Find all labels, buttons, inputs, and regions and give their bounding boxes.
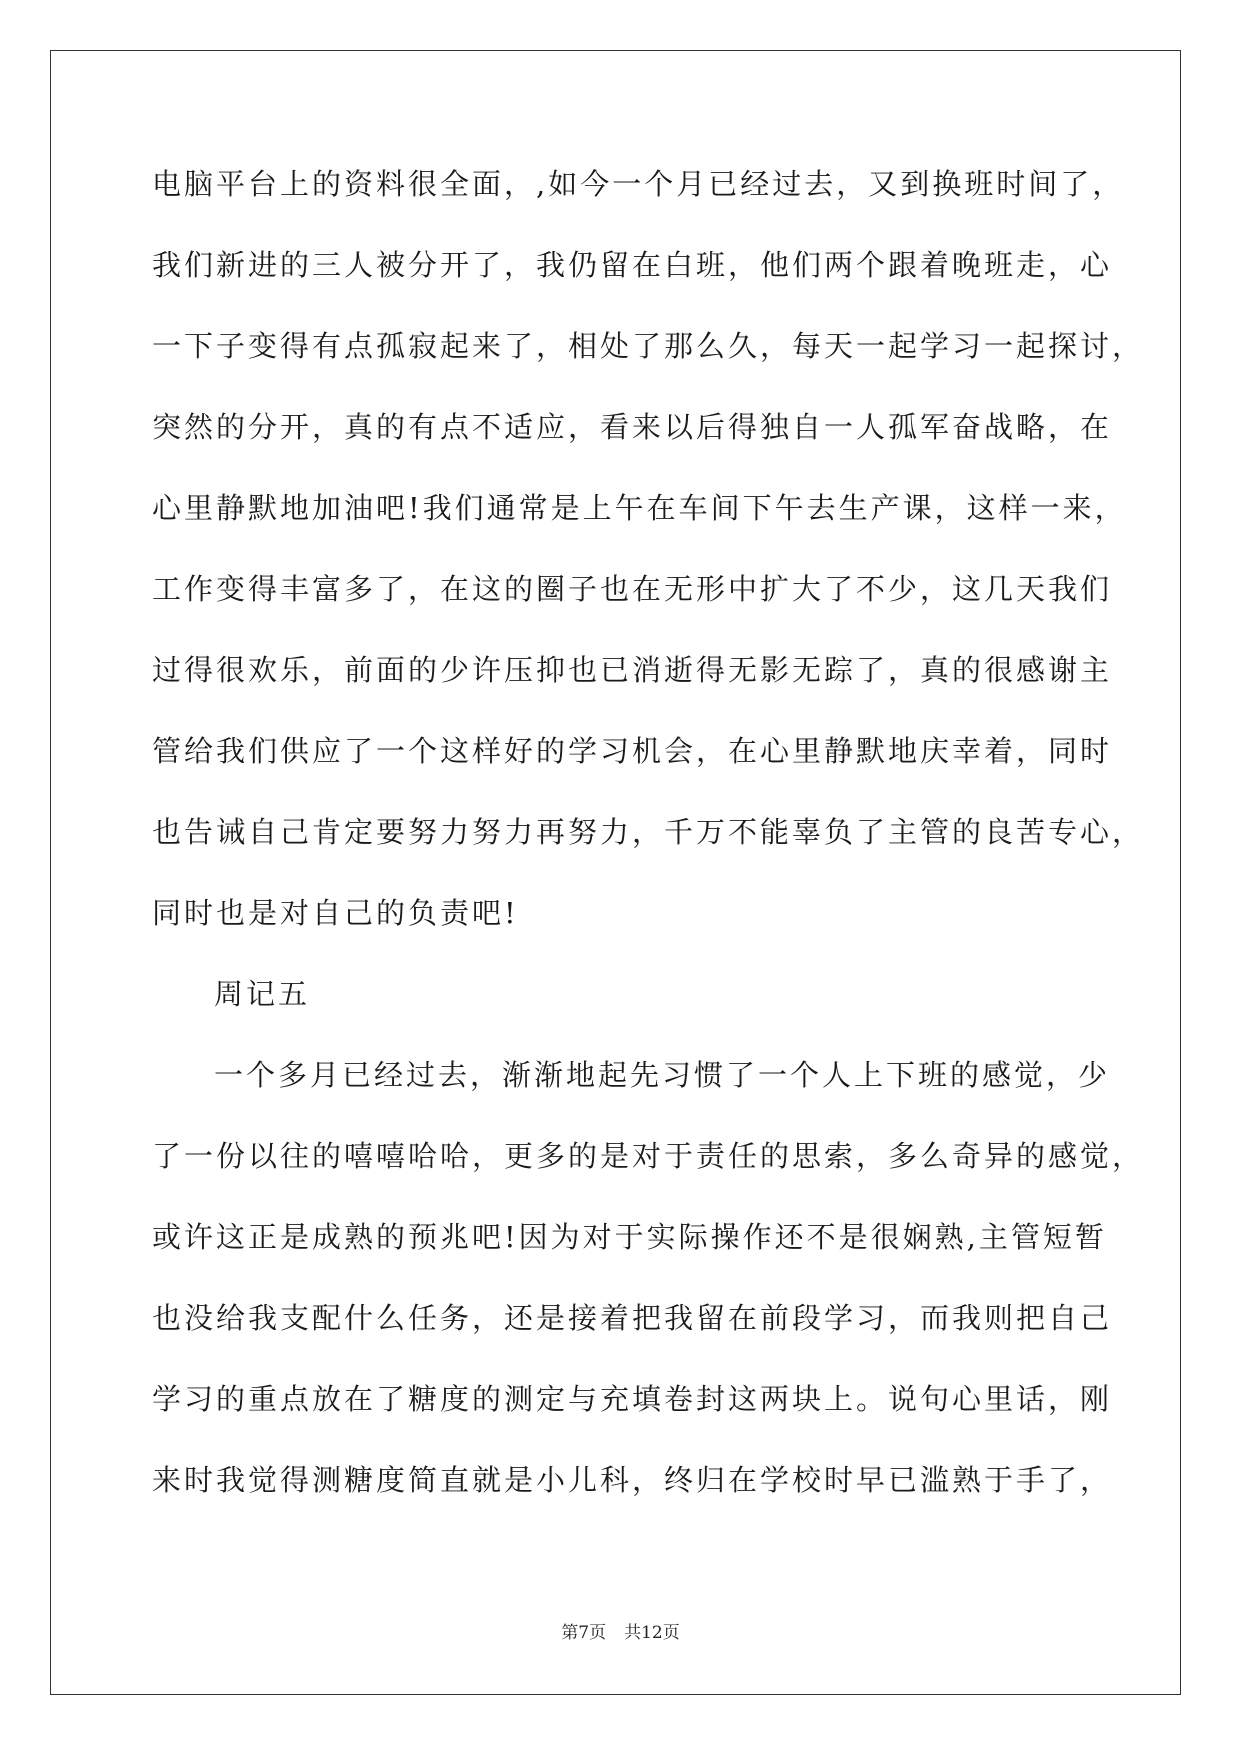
text-line: 一个多月已经过去，渐渐地起先习惯了一个人上下班的感觉，少 (214, 1058, 1111, 1092)
text-line: 也告诫自己肯定要努力努力再努力，千万不能辜负了主管的良苦专心， (152, 815, 1145, 849)
text-line: 突然的分开，真的有点不适应，看来以后得独自一人孤军奋战略，在 (152, 410, 1113, 444)
page-number-total: 共12页 (624, 1623, 680, 1643)
text-line: 过得很欢乐，前面的少许压抑也已消逝得无影无踪了，真的很感谢主 (152, 653, 1113, 687)
text-line: 同时也是对自己的负责吧! (152, 896, 519, 930)
section-heading: 周记五 (214, 977, 311, 1011)
text-line: 来时我觉得测糖度简直就是小儿科，终归在学校时早已滥熟于手了， (152, 1463, 1113, 1497)
page-footer (0, 1618, 1241, 1643)
text-line: 心里静默地加油吧!我们通常是上午在车间下午去生产课，这样一来， (152, 491, 1127, 525)
page-number-current: 第7页 (561, 1623, 607, 1643)
text-line: 电脑平台上的资料很全面，,如今一个月已经过去，又到换班时间了， (152, 167, 1125, 201)
text-line: 一下子变得有点孤寂起来了，相处了那么久，每天一起学习一起探讨， (152, 329, 1145, 363)
text-line: 我们新进的三人被分开了，我仍留在白班，他们两个跟着晚班走，心 (152, 248, 1113, 282)
text-line: 学习的重点放在了糖度的测定与充填卷封这两块上。说句心里话，刚 (152, 1382, 1113, 1416)
document-body (152, 160, 1145, 1537)
text-line: 了一份以往的嘻嘻哈哈，更多的是对于责任的思索，多么奇异的感觉， (152, 1139, 1145, 1173)
text-line: 工作变得丰富多了，在这的圈子也在无形中扩大了不少，这几天我们 (152, 572, 1113, 606)
text-line: 也没给我支配什么任务，还是接着把我留在前段学习，而我则把自己 (152, 1301, 1113, 1335)
text-line: 管给我们供应了一个这样好的学习机会，在心里静默地庆幸着，同时 (152, 734, 1113, 768)
text-line: 或许这正是成熟的预兆吧!因为对于实际操作还不是很娴熟,主管短暂 (152, 1220, 1107, 1254)
